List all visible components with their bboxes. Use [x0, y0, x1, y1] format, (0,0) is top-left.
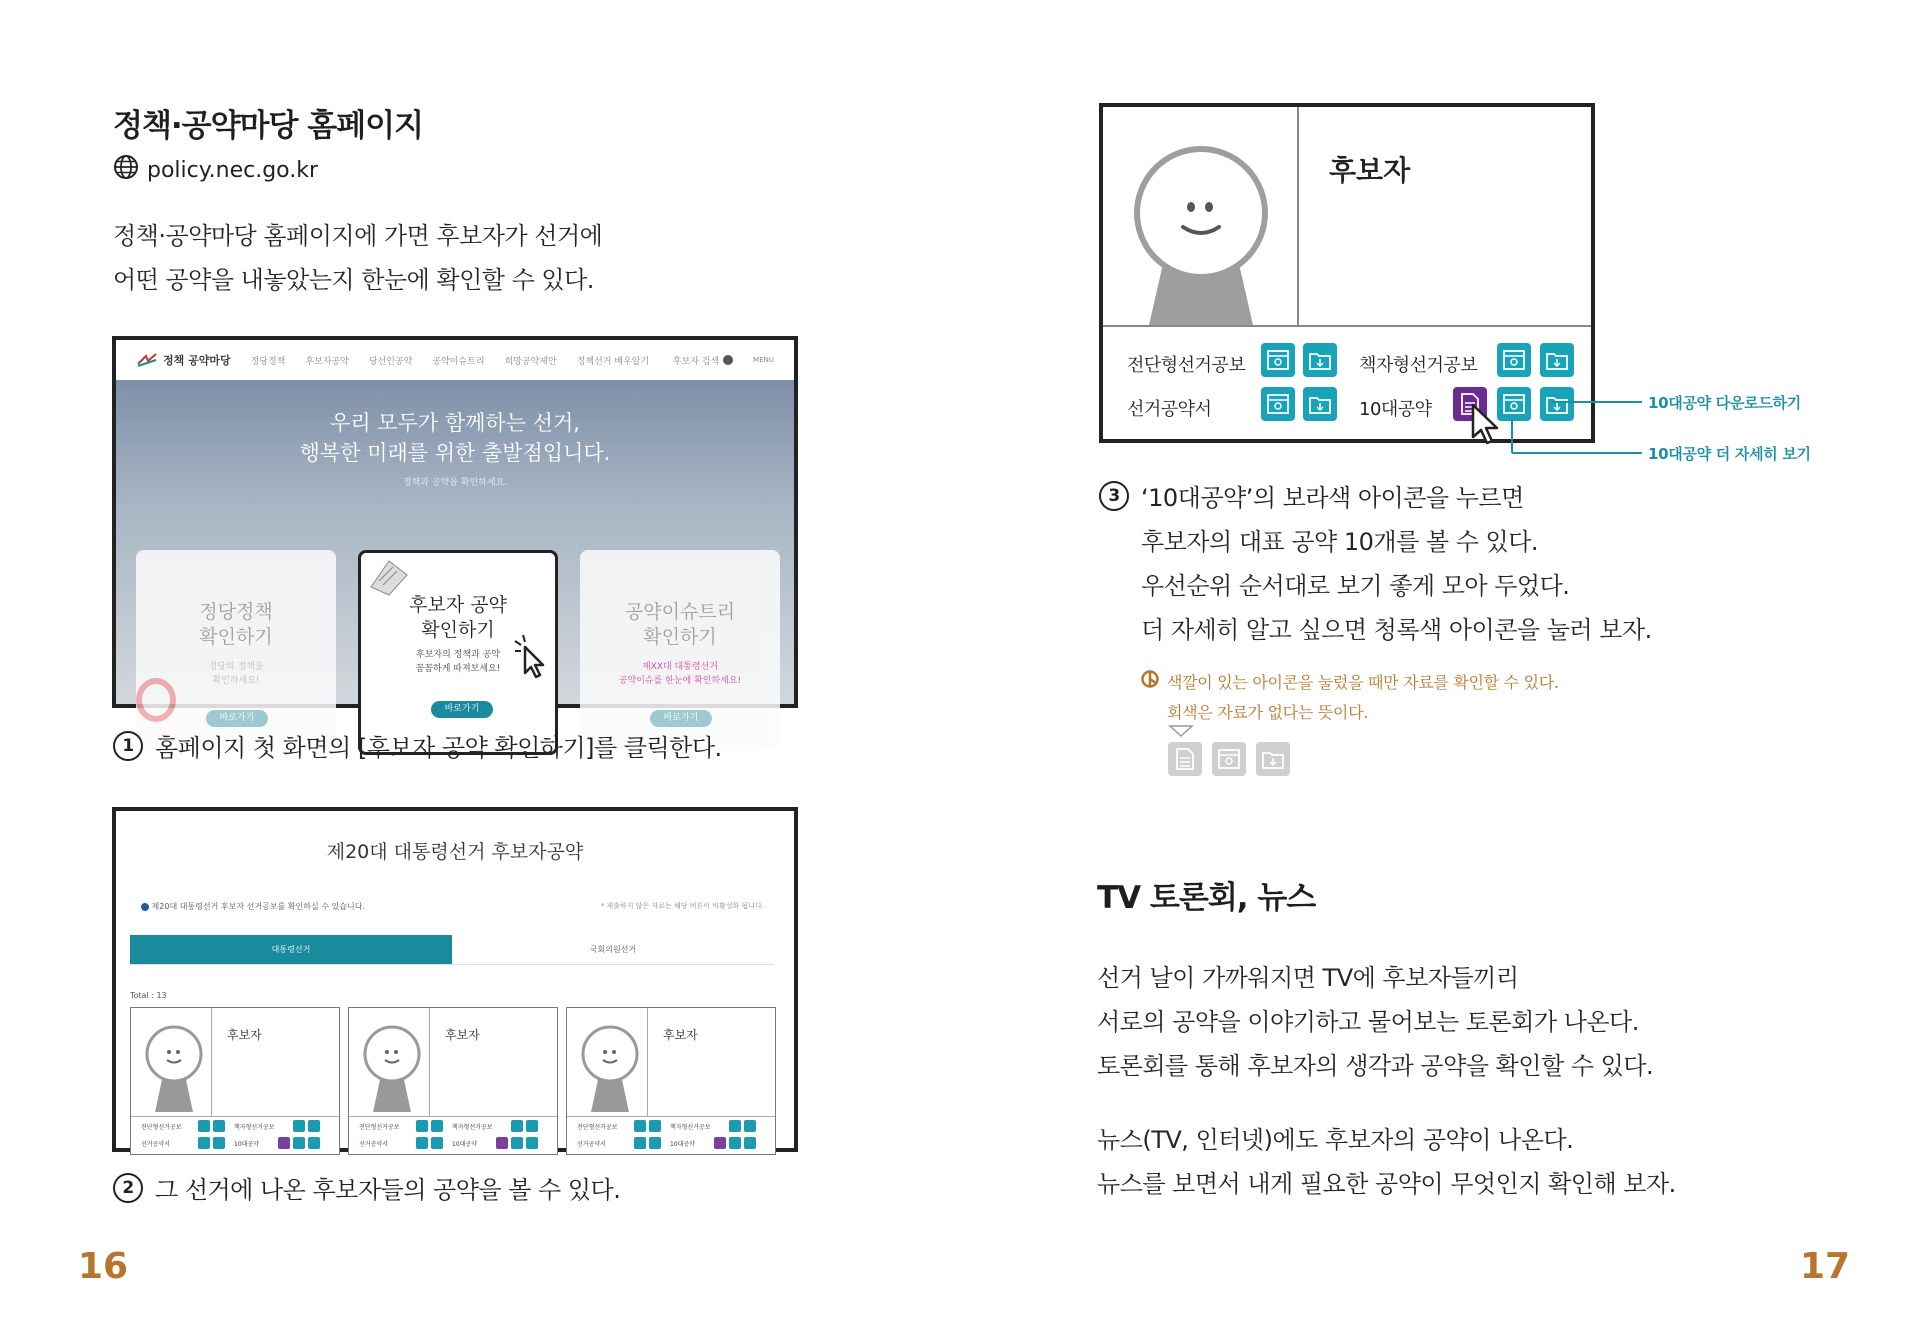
list-notice-right: * 제출하지 않은 자료는 해당 버튼이 비활성화 됩니다. — [600, 902, 764, 910]
mini-row: 전단형선거공보 책자형선거공보 — [141, 1120, 333, 1132]
divider — [211, 1008, 212, 1116]
paragraph-line: 뉴스를 보면서 내게 필요한 공약이 무엇인지 확인해 보자. — [1097, 1170, 1676, 1198]
preview-icon[interactable] — [1261, 387, 1295, 421]
section-title: TV 토론회, 뉴스 — [1097, 880, 1316, 916]
website-url[interactable]: policy.nec.go.kr — [147, 157, 319, 183]
avatar — [143, 1020, 205, 1112]
card-title: 후보자 공약 확인하기 — [409, 594, 507, 641]
paragraph-line: 뉴스(TV, 인터넷)에도 후보자의 공약이 나온다. — [1097, 1126, 1574, 1154]
download-icon[interactable] — [308, 1137, 320, 1149]
card-subtitle: 제XX대 대통령선거 공약이슈를 한눈에 확인하세요! — [618, 662, 742, 686]
hero-banner — [116, 380, 794, 723]
list-notice: 제20대 대통령선거 후보자 선거공보를 확인하실 수 있습니다. — [141, 901, 365, 912]
download-icon[interactable] — [1303, 343, 1337, 377]
step-number: 3 — [1099, 481, 1129, 511]
card-issue-tree[interactable] — [580, 550, 780, 750]
document-icon[interactable] — [714, 1137, 726, 1149]
site-logo[interactable] — [136, 352, 231, 368]
mini-row: 선거공약서 10대공약 — [141, 1137, 333, 1149]
card-subtitle: 후보자의 정책과 공약 꼼꼼하게 따져보세요! — [415, 650, 501, 674]
card-subtitle: 정당의 정책을 확인하세요! — [208, 662, 264, 686]
preview-icon[interactable] — [293, 1137, 305, 1149]
download-icon[interactable] — [526, 1137, 538, 1149]
info-icon — [1141, 668, 1159, 698]
tip-box — [1141, 668, 1559, 728]
preview-icon[interactable] — [1261, 343, 1295, 377]
nav-item[interactable]: 후보자공약 — [305, 356, 349, 367]
intro-line: 정책·공약마당 홈페이지에 가면 후보자가 선거에 — [113, 222, 603, 250]
candidate-card[interactable] — [566, 1007, 776, 1155]
preview-icon[interactable] — [729, 1137, 741, 1149]
download-icon[interactable] — [744, 1120, 756, 1132]
row-label: 10대공약 — [1359, 399, 1432, 420]
list-title: 제20대 대통령선거 후보자공약 — [326, 841, 584, 863]
preview-icon[interactable] — [634, 1137, 646, 1149]
download-icon[interactable] — [1540, 343, 1574, 377]
step-3-body — [1141, 520, 1652, 652]
tab-national-assembly[interactable]: 국회의원선거 — [589, 945, 637, 954]
nav-item[interactable]: 희망공약제안 — [504, 356, 557, 367]
page-number-right: 17 — [1800, 1246, 1851, 1287]
site-logo-text: 정책 공약마당 — [163, 354, 231, 367]
cursor-icon — [511, 633, 547, 683]
preview-icon[interactable] — [416, 1120, 428, 1132]
preview-icon[interactable] — [293, 1120, 305, 1132]
divider — [647, 1008, 648, 1116]
step-3-caption — [1099, 478, 1524, 513]
candidate-list-screenshot — [112, 807, 798, 1152]
paragraph-line: 선거 날이 가까워지면 TV에 후보자들끼리 — [1097, 964, 1519, 992]
candidate-name: 후보자 — [663, 1028, 698, 1042]
preview-icon[interactable] — [729, 1120, 741, 1132]
nav-item[interactable]: 정책선거 배우알기 — [576, 356, 650, 367]
hero-line: 행복한 미래를 위한 출발점입니다. — [299, 441, 611, 465]
download-icon[interactable] — [213, 1120, 225, 1132]
preview-icon[interactable] — [198, 1137, 210, 1149]
card-go-button[interactable]: 바로가기 — [650, 710, 712, 727]
divider — [131, 1116, 339, 1117]
download-icon[interactable] — [526, 1120, 538, 1132]
step-text: 우선순위 순서대로 보기 좋게 모아 두었다. — [1141, 572, 1570, 600]
candidate-card[interactable] — [130, 1007, 340, 1155]
tab-presidential[interactable]: 대통령선거 — [130, 935, 452, 964]
avatar — [579, 1020, 641, 1112]
website-url-line[interactable] — [113, 154, 318, 186]
step-text: 그 선거에 나온 후보자들의 공약을 볼 수 있다. — [155, 1176, 621, 1204]
step-text: 홈페이지 첫 화면의 [후보자 공약 확인하기]를 클릭한다. — [155, 734, 722, 762]
preview-icon[interactable] — [1497, 343, 1531, 377]
document-icon[interactable] — [496, 1137, 508, 1149]
divider — [349, 1116, 557, 1117]
download-icon — [1256, 742, 1290, 776]
divider — [567, 1116, 775, 1117]
divider — [1297, 107, 1299, 325]
row-label: 전단형선거공보 — [1127, 355, 1246, 376]
preview-icon[interactable] — [416, 1137, 428, 1149]
intro-paragraph — [113, 214, 602, 302]
page-title: 정책·공약마당 홈페이지 — [113, 108, 424, 144]
document-icon[interactable] — [278, 1137, 290, 1149]
mini-row: 선거공약서 10대공약 — [359, 1137, 551, 1149]
globe-icon — [113, 154, 139, 186]
nav-item[interactable]: 정당정책 — [250, 356, 286, 367]
homepage-header — [116, 340, 794, 380]
download-icon[interactable] — [431, 1120, 443, 1132]
preview-icon[interactable] — [511, 1120, 523, 1132]
card-go-button[interactable]: 바로가기 — [206, 710, 268, 727]
download-icon[interactable] — [649, 1137, 661, 1149]
paragraph-line: 토론회를 통해 후보자의 생각과 공약을 확인할 수 있다. — [1097, 1052, 1654, 1080]
candidate-name: 후보자 — [227, 1028, 262, 1042]
download-icon[interactable] — [431, 1137, 443, 1149]
row-label: 선거공약서 — [1127, 399, 1212, 420]
candidate-name: 후보자 — [1329, 154, 1411, 187]
search-box[interactable] — [673, 354, 733, 367]
annotation-lines — [1500, 390, 1650, 460]
step-text: ‘10대공약’의 보라색 아이콘을 누르면 — [1141, 484, 1524, 512]
divider — [1103, 325, 1591, 327]
news-paragraph — [1097, 1118, 1676, 1206]
divider — [429, 1008, 430, 1116]
preview-icon[interactable] — [634, 1120, 646, 1132]
card-party-policy[interactable] — [136, 550, 336, 750]
row-label: 책자형선거공보 — [1359, 355, 1478, 376]
download-icon[interactable] — [308, 1120, 320, 1132]
paper-stack-icon — [367, 557, 411, 597]
candidate-card[interactable] — [348, 1007, 558, 1155]
step-text: 더 자세히 알고 싶으면 청록색 아이콘을 눌러 보자. — [1141, 616, 1652, 644]
mini-row: 선거공약서 10대공약 — [577, 1137, 769, 1149]
tip-text: 색깔이 있는 아이콘을 눌렀을 때만 자료를 확인할 수 있다. — [1167, 673, 1559, 692]
nav-item[interactable]: 공약이슈트리 — [432, 356, 485, 367]
hero-title — [116, 408, 794, 468]
document-icon — [1168, 742, 1202, 776]
card-title: 공약이슈트리 확인하기 — [624, 601, 736, 648]
candidate-name: 후보자 — [445, 1028, 480, 1042]
page-number-left: 16 — [78, 1246, 129, 1287]
intro-line: 어떤 공약을 내놓았는지 한눈에 확인할 수 있다. — [113, 266, 594, 294]
download-icon[interactable] — [1303, 387, 1337, 421]
preview-icon — [1212, 742, 1246, 776]
info-icon — [141, 903, 149, 911]
total-count: Total : 13 — [130, 991, 167, 1000]
menu-button[interactable]: MENU — [753, 356, 774, 364]
hero-line: 우리 모두가 함께하는 선거, — [330, 411, 580, 435]
homepage-screenshot — [112, 336, 798, 723]
peace-icon — [136, 678, 176, 722]
preview-icon[interactable] — [198, 1120, 210, 1132]
tv-debate-paragraph — [1097, 956, 1653, 1088]
search-icon — [723, 355, 733, 365]
mini-row: 전단형선거공보 책자형선거공보 — [359, 1120, 551, 1132]
election-tabs — [130, 935, 774, 965]
search-placeholder: 후보자 검색 — [672, 356, 720, 367]
step-text: 후보자의 대표 공약 10개를 볼 수 있다. — [1141, 528, 1539, 556]
step-1-caption — [113, 728, 722, 763]
annotation-detail: 10대공약 더 자세히 보기 — [1648, 445, 1811, 463]
step-2-caption — [113, 1170, 620, 1205]
tip-text: 회색은 자료가 없다는 뜻이다. — [1167, 703, 1369, 722]
avatar — [1131, 145, 1271, 325]
card-title: 정당정책 확인하기 — [199, 601, 273, 648]
download-icon[interactable] — [744, 1137, 756, 1149]
step-number: 2 — [113, 1173, 143, 1203]
card-candidate-pledge[interactable] — [358, 550, 558, 755]
annotation-download: 10대공약 다운로드하기 — [1648, 394, 1801, 412]
preview-icon[interactable] — [511, 1137, 523, 1149]
nav-item[interactable]: 당선인공약 — [368, 356, 413, 367]
paragraph-line: 서로의 공약을 이야기하고 물어보는 토론회가 나온다. — [1097, 1008, 1639, 1036]
hero-subtitle: 정책과 공약을 확인하세요. — [402, 478, 508, 488]
step-number: 1 — [113, 731, 143, 761]
download-icon[interactable] — [649, 1120, 661, 1132]
avatar — [361, 1020, 423, 1112]
card-go-button[interactable]: 바로가기 — [431, 701, 493, 718]
mini-row: 전단형선거공보 책자형선거공보 — [577, 1120, 769, 1132]
download-icon[interactable] — [213, 1137, 225, 1149]
pointer-tail — [1168, 724, 1194, 738]
